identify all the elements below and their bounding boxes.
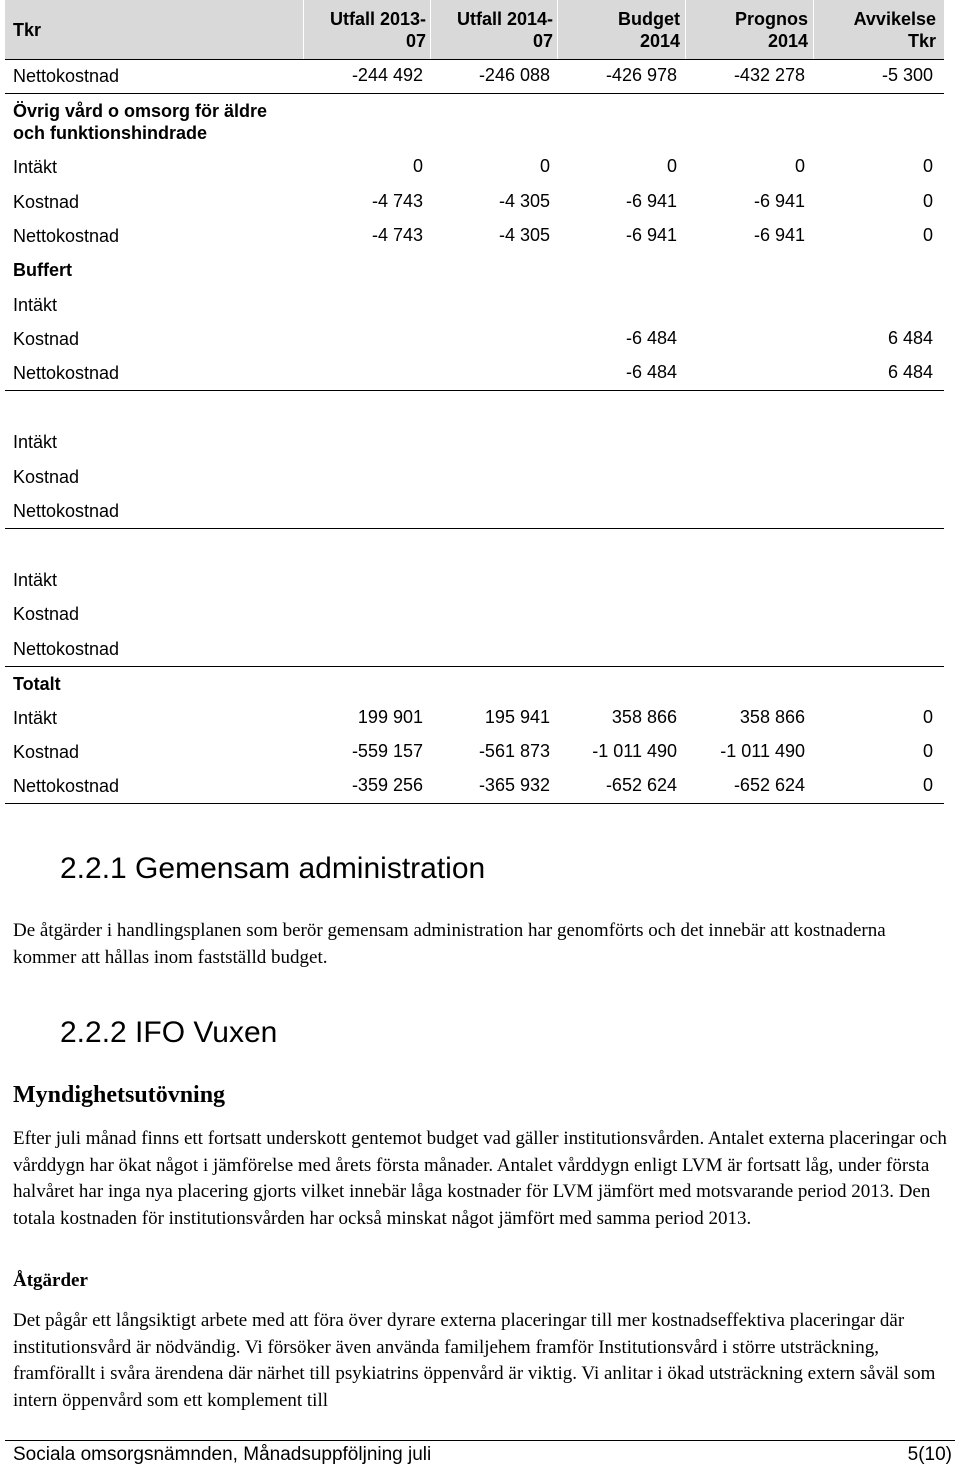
subheading-myndighetsutovning: Myndighetsutövning (13, 1082, 226, 1108)
header-utfall-2014: Utfall 2014- 07 (456, 9, 553, 51)
cell-value: -359 256 (351, 775, 423, 795)
cell-value: -6 941 (625, 191, 677, 211)
row-label: Intäkt (13, 432, 58, 452)
table-header (5, 0, 944, 60)
cell-value: 6 484 (887, 362, 933, 382)
row-label: Buffert (13, 260, 72, 280)
row-label: Nettokostnad (13, 501, 120, 521)
cell-value: -432 278 (733, 65, 805, 85)
header-tkr: Tkr (13, 20, 42, 40)
cell-value: -6 484 (625, 362, 677, 382)
cell-value: -1 011 490 (720, 741, 805, 761)
cell-value: -6 941 (753, 225, 805, 245)
table-row (5, 391, 944, 425)
table-row (5, 253, 944, 287)
cell-value: -246 088 (478, 65, 550, 85)
table-row (5, 185, 944, 219)
cell-value: 195 941 (484, 707, 550, 727)
table-row (5, 494, 944, 529)
table-row (5, 219, 944, 253)
footer-divider (5, 1440, 955, 1441)
section-text-gemensam-administration: De åtgärder i handlingsplanen som berör gemensam administration har genomförts och det innebär att kostnaderna kommer att hållas inom fastställd budget. (13, 920, 886, 968)
cell-value: 0 (922, 775, 933, 795)
section-text-myndighetsutovning: Efter juli månad finns ett fortsatt underskott gentemot budget vad gäller institutionsvården. Antalet externa placeringar och vårddygn har ökat något i jämförelse med årets första månader. Antalet vårddygn enligt LVM är fortsatt låg, under första halvåret har inga nya placering gjorts vilket innebär låga kostnader för LVM jämfört med motsvarande period 2013. Den totala kostnaden för institutionsvården har också minskat något jämfört med samma period 2013. (13, 1128, 947, 1229)
row-label: Kostnad (13, 329, 80, 349)
cell-value: 0 (666, 156, 677, 176)
row-label: Nettokostnad (13, 226, 120, 246)
cell-value: -365 932 (478, 775, 550, 795)
table-row (5, 94, 944, 150)
table-row (5, 597, 944, 631)
cell-value: 0 (922, 156, 933, 176)
row-label: Nettokostnad (13, 639, 120, 659)
cell-value: -6 941 (753, 191, 805, 211)
cell-value: 6 484 (887, 328, 933, 348)
row-label: Nettokostnad (13, 776, 120, 796)
cell-value: 0 (539, 156, 550, 176)
table-row (5, 460, 944, 494)
table-row (5, 632, 944, 667)
cell-value: 0 (794, 156, 805, 176)
row-label: Totalt (13, 674, 61, 694)
header-avvikelse: Avvikelse Tkr (853, 9, 936, 51)
cell-value: -5 300 (881, 65, 933, 85)
cell-value: 0 (412, 156, 423, 176)
cell-value: -561 873 (478, 741, 550, 761)
section-heading-gemensam-administration: 2.2.1 Gemensam administration (60, 852, 486, 885)
footer-title: Sociala omsorgsnämnden, Månadsuppföljning juli (13, 1444, 432, 1465)
subheading-atgarder: Åtgärder (13, 1270, 88, 1291)
table-row (5, 356, 944, 391)
row-label: Kostnad (13, 742, 80, 762)
table-row (5, 735, 944, 769)
cell-value: -426 978 (605, 65, 677, 85)
cell-value: -559 157 (351, 741, 423, 761)
cell-value: -652 624 (605, 775, 677, 795)
cell-value: -4 305 (498, 225, 550, 245)
section-heading-ifo-vuxen: 2.2.2 IFO Vuxen (60, 1016, 278, 1049)
cell-value: -244 492 (351, 65, 423, 85)
row-label: Nettokostnad (13, 363, 120, 383)
table-row (5, 769, 944, 804)
header-utfall-2013: Utfall 2013- 07 (329, 9, 426, 51)
table-row (5, 667, 944, 701)
section-text-atgarder: Det pågår ett långsiktigt arbete med att föra över dyrare externa placeringar till mer kostnadseffektiva placeringar där institutionsvård är nödvändig. Vi försöker även använda familjehem framför Institutionsvård i större utsträckning, framförallt i svåra ärendena där närhet till psykiatrins öppenvård är viktig. Vi anlitar i ökad utsträckning extern såväl som intern öppenvård som ett komplement till (13, 1310, 936, 1411)
table-row (5, 288, 944, 322)
cell-value: 0 (922, 741, 933, 761)
cell-value: -4 743 (371, 191, 423, 211)
cell-value: -4 743 (371, 225, 423, 245)
cell-value: 358 866 (739, 707, 805, 727)
row-label: Intäkt (13, 708, 58, 728)
cell-value: -6 941 (625, 225, 677, 245)
table-row (5, 425, 944, 459)
row-label: Nettokostnad (13, 66, 120, 86)
row-label: Övrig vård o omsorg för äldre och funktionshindrade (13, 101, 268, 143)
cell-value: 0 (922, 191, 933, 211)
cell-value: 0 (922, 707, 933, 727)
cell-value: -6 484 (625, 328, 677, 348)
table-row (5, 701, 944, 735)
table-row (5, 322, 944, 356)
cell-value: 0 (922, 225, 933, 245)
table-row (5, 59, 944, 94)
row-label: Intäkt (13, 570, 58, 590)
row-label: Intäkt (13, 295, 58, 315)
row-label: Intäkt (13, 157, 58, 177)
header-budget-2014: Budget 2014 (618, 9, 680, 51)
row-label: Kostnad (13, 192, 80, 212)
cell-value: 199 901 (357, 707, 423, 727)
cell-value: 358 866 (611, 707, 677, 727)
row-label: Kostnad (13, 604, 80, 624)
table-row (5, 150, 944, 184)
cell-value: -4 305 (498, 191, 550, 211)
header-prognos-2014: Prognos 2014 (734, 9, 808, 51)
table-row (5, 563, 944, 597)
cell-value: -1 011 490 (592, 741, 677, 761)
table-row (5, 529, 944, 563)
row-label: Kostnad (13, 467, 80, 487)
page-number: 5(10) (907, 1444, 952, 1465)
cell-value: -652 624 (733, 775, 805, 795)
